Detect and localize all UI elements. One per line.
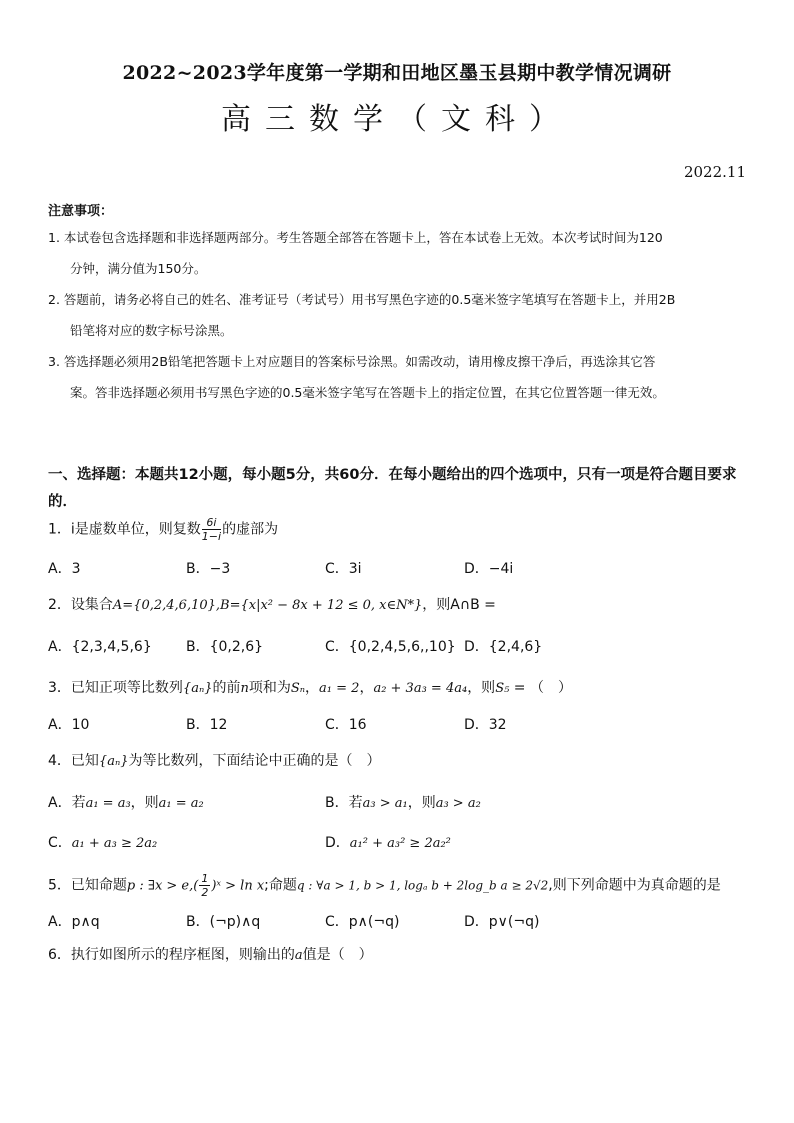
q4-suffix: 为等比数列，下面结论中正确的是（ ） [128,753,381,769]
question-4 [48,750,380,770]
q4-option-c [48,832,157,852]
q1-fraction-numerator: 6i [202,516,221,530]
exam-date: 2022.11 [683,163,746,181]
notice-heading: 注意事项： [48,204,114,219]
q6-suffix: 值是（ ） [302,947,373,963]
notice-item-3-line2: 案。答非选择题必须用书写黑色字迹的0.5毫米签字笔写在答题卡上的指定位置，在其它位置答题一律无效。 [70,385,665,400]
q5-option-b: B．(¬p)∧q [186,914,261,930]
notice-item-2-line2: 铅笔将对应的数字标号涂黑。 [70,323,233,338]
q4-sequence: {aₙ} [98,754,129,769]
notice-item-2-line1: 2. 答题前，请务必将自己的姓名、准考证号（考试号）用书写黑色字迹的0.5毫米签字笔填写在答题卡上，并用2B [48,292,676,307]
q5-option-d: D．p∨(¬q) [464,914,540,930]
q1-fraction [202,516,221,543]
q3-text-2: 项和为 [248,680,291,696]
q4-option-b-cond: a₃ > a₁ [362,796,408,811]
q5-proposition-p-b: )ˣ > ln x [211,878,265,894]
q3-suffix: = （ ） [509,680,572,696]
question-3 [48,677,572,697]
q3-text-5: ，则 [467,680,496,696]
q4-option-b [325,792,481,812]
exam-title: 2022~2023学年度第一学期和田地区墨玉县期中教学情况调研 [122,62,672,84]
q4-option-b-result: a₃ > a₂ [435,796,481,811]
q6-prefix: 6．执行如图所示的程序框图，则输出的 [48,947,295,963]
q5-fraction-numerator: 1 [201,872,209,885]
q3-a1: a₁ = 2 [319,681,360,696]
q1-fraction-denominator: 1−i [201,530,222,543]
q1-option-d: D．−4i [464,561,514,577]
q1-prefix: 1．i是虚数单位，则复数 [48,521,201,538]
q3-text-4: ， [359,680,374,696]
q1-suffix: 的虚部为 [222,521,279,538]
notice-item-3 [48,355,748,417]
notice-item-1-line1: 1. 本试卷包含选择题和非选择题两部分。考生答题全部答在答题卡上，答在本试卷上无效。本次考试时间为120 [48,230,663,245]
question-2 [48,594,496,614]
q2-sets: A={0,2,4,6,10},B={x|x² − 8x + 12 ≤ 0, x∈N*} [112,598,423,613]
q4-option-d [325,832,451,852]
q2-option-a: A．{2,3,4,5,6} [48,639,152,655]
q3-option-a: A．10 [48,717,90,733]
notice-item-3-line1: 3. 答选择题必须用2B铅笔把答题卡上对应题目的答案标号涂黑。如需改动，请用橡皮擦干净后，再选涂其它答 [48,354,656,369]
q3-prefix: 3．已知正项等比数列 [48,680,183,696]
q5-proposition-q: q : ∀a > 1, b > 1, logₐ b + 2log_b a ≥ 2√2 [296,878,549,893]
q5-text-1: ;命题 [264,877,297,894]
q5-fraction [199,872,210,899]
q2-suffix: ，则A∩B = [422,597,496,613]
q5-suffix: ,则下列命题中为真命题的是 [548,877,721,894]
question-1 [48,516,278,543]
q4-option-a-then: ，则 [130,795,159,811]
q3-relation: a₂ + 3a₃ = 4a₄ [373,681,468,696]
question-6 [48,944,373,964]
q4-option-d-label: D． [325,835,350,851]
q5-option-c: C．p∧(¬q) [325,914,400,930]
q3-option-d: D．32 [464,717,507,733]
q4-option-d-expr: a₁² + a₃² ≥ 2a₂² [349,836,451,851]
q4-option-a-cond: a₁ = a₃ [85,796,131,811]
q5-fraction-denominator: 2 [201,886,209,899]
q1-option-b: B．−3 [186,561,231,577]
notice-item-1-line2: 分钟，满分值为150分。 [70,261,207,276]
q1-option-a: A．3 [48,561,81,577]
q4-option-a-label: A．若 [48,795,86,811]
q2-option-c: C．{0,2,4,5,6,,10} [325,639,456,655]
q2-prefix: 2．设集合 [48,597,113,613]
q4-option-a-result: a₁ = a₂ [158,796,204,811]
q5-option-a: A．p∧q [48,914,100,930]
q3-n: n [240,681,249,696]
q4-option-b-label: B．若 [325,795,363,811]
q4-option-c-label: C． [48,835,72,851]
question-5 [48,872,721,899]
q5-prefix: 5．已知命题 [48,877,127,894]
q4-option-a [48,792,204,812]
notice-item-2 [48,293,748,355]
q6-variable: a [294,948,303,963]
section-heading: 一、选择题：本题共12小题，每小题5分，共60分．在每小题给出的四个选项中，只有一项是符合题目要求的． [48,467,737,510]
q3-sequence: {aₙ} [182,681,213,696]
q4-prefix: 4．已知 [48,753,99,769]
q2-option-b: B．{0,2,6} [186,639,264,655]
q4-option-c-expr: a₁ + a₃ ≥ 2a₂ [71,836,158,851]
q3-text-3: ， [305,680,320,696]
q4-option-b-then: ，则 [407,795,436,811]
q1-option-c: C．3i [325,561,362,577]
q3-s5: S₅ [495,681,510,696]
q3-option-b: B．12 [186,717,228,733]
q2-option-d: D．{2,4,6} [464,639,543,655]
q3-sn: Sₙ [290,681,306,696]
subject-title: 高三数学（文科） [221,102,573,137]
q5-proposition-p-a: p : ∃x > e,( [126,878,199,894]
q3-text-1: 的前 [212,680,241,696]
q3-option-c: C．16 [325,717,367,733]
notice-item-1 [48,231,748,293]
